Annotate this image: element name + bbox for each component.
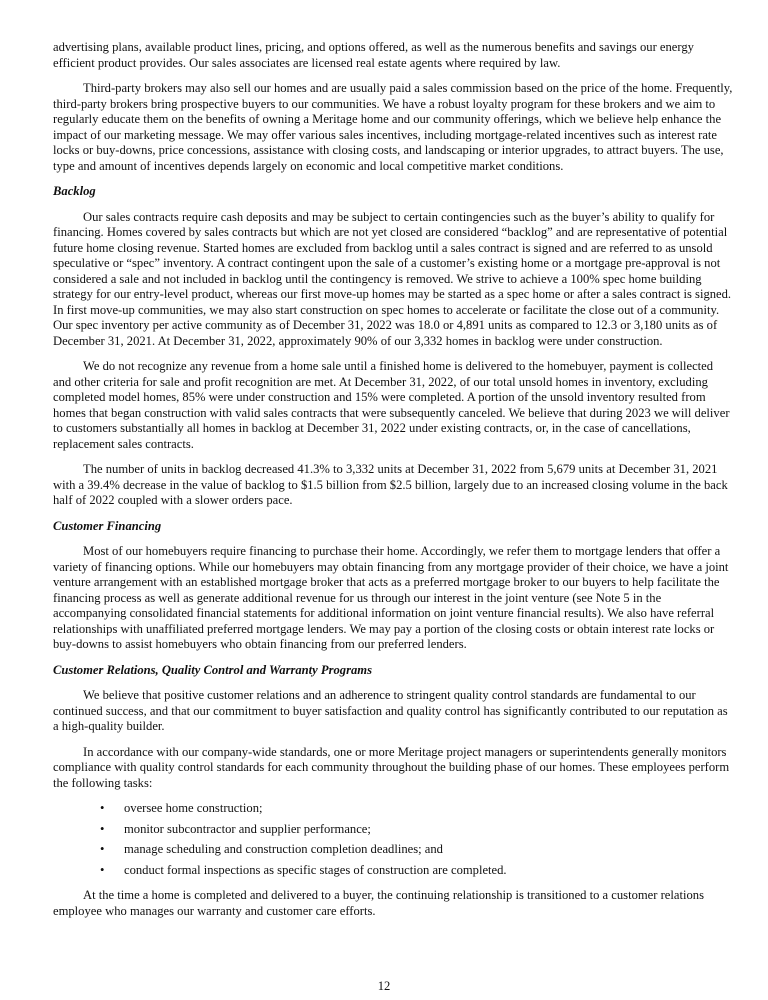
bullet-icon: • [100,801,105,815]
customer-financing-paragraph: Most of our homebuyers require financing to purchase their home. Accordingly, we refer them to mortgage lenders that offer a variety of financing options. While our homebuyers may obtain financing from any mortgage provider of their choice, we have a joint venture arrangement with an established mortgage broker that acts as a preferred mortgage broker to our buyers to help facilitate the financing process as well as generate additional revenue for us through our interest in the joint venture (see Note 5 in the accompanying consolidated financial statements for additional information on joint venture financial results). We also have referral relationships with unaffiliated preferred mortgage lenders. We may pay a portion of the closing costs or obtain interest rate locks or buy-downs to assist homebuyers who obtain financing from our preferred lenders. [53,544,729,651]
list-item-text: manage scheduling and construction completion deadlines; and [124,842,443,856]
list-item-text: oversee home construction; [124,801,263,815]
backlog-paragraph: The number of units in backlog decreased 41.3% to 3,332 units at December 31, 2022 from 5,679 units at December 31, 2021 with a 39.4% decrease in the value of backlog to $1.5 billion from $2.5 billion, largely due to an increased closing volume in the back half of 2022 coupled with a slower orders pace. [53,462,728,507]
customer-relations-paragraph: We believe that positive customer relations and an adherence to stringent quality control standards are fundamental to our continued success, and that our commitment to buyer satisfaction and quality control has significantly contributed to our reputation as a high-quality builder. [53,688,728,733]
list-item [53,863,733,879]
list-item [53,842,733,858]
list-item [53,801,733,817]
bullet-icon: • [100,821,105,836]
tasks-list [53,801,733,878]
page-number: 12 [377,979,391,993]
customer-relations-closing-paragraph: At the time a home is completed and delivered to a buyer, the continuing relationship is transitioned to a customer relations employee who manages our warranty and customer care efforts. [53,888,704,918]
intro-paragraph-continued: advertising plans, available product lines, pricing, and options offered, as well as the numerous benefits and savings our energy efficient product provides. Our sales associates are licensed real estate agents where required by law. [53,40,694,70]
backlog-paragraph: We do not recognize any revenue from a home sale until a finished home is delivered to the homebuyer, payment is collected and other criteria for sale and profit recognition are met. At December 31, 2022, of our total unsold homes in inventory, excluding completed model homes, 85% were under construction and 15% were completed. A portion of the unsold inventory resulted from homes that began construction with valid sales contracts that were subsequently canceled. We believe that during 2023 we will deliver to customers substantially all homes in backlog at December 31, 2022 under existing contracts, or, in the case of cancellations, replacement sales contracts. [53,359,730,451]
third-party-brokers-paragraph: Third-party brokers may also sell our homes and are usually paid a sales commission based on the price of the home. Frequently, third-party brokers bring prospective buyers to our communities. We have a robust loyalty program for these brokers and we aim to regularly educate them on the benefits of owning a Meritage home and our community offerings, which we believe help enhance the impact of our marketing message. We may offer various sales incentives, including mortgage-related incentives such as interest rate locks or buy-downs, price concessions, assistance with closing costs, and landscaping or interior upgrades, to attract buyers. The use, type and amount of incentives depends largely on economic and local competitive market conditions. [53,81,733,173]
list-item-text: monitor subcontractor and supplier performance; [124,821,371,836]
list-item [53,822,733,838]
customer-relations-section [53,663,733,920]
backlog-section [53,184,733,509]
backlog-paragraph: Our sales contracts require cash deposits and may be subject to certain contingencies such as the buyer’s ability to qualify for financing. Homes covered by sales contracts but which are not yet closed are considered “backlog” and are representative of potential future home closing revenue. Started homes are excluded from backlog until a sales contract is signed and are referred to as unsold speculative or “spec” inventory. A contract contingent upon the sale of a customer’s existing home or a mortgage pre-approval is not considered a sale and not included in backlog until the contingency is removed. We strive to achieve a 100% spec home building strategy for our entry-level product, whereas our first move-up homes may be started as a spec home or after a sales contract is signed. In first move-up communities, we may also start construction on spec homes to accelerate or facilitate the close out of a community. Our spec inventory per active community as of December 31, 2022 was 18.0 or 4,891 units as compared to 12.3 or 3,180 units as of December 31, 2021. At December 31, 2022, approximately 90% of our 3,332 homes in backlog were under construction. [53,209,732,348]
backlog-heading: Backlog [53,184,96,198]
bullet-icon: • [100,862,105,877]
customer-financing-section [53,519,733,653]
document-page [53,40,733,929]
list-item-text: conduct formal inspections as specific stages of construction are completed. [124,862,507,877]
customer-financing-heading: Customer Financing [53,518,162,533]
customer-relations-heading: Customer Relations, Quality Control and Warranty Programs [53,662,372,677]
customer-relations-paragraph: In accordance with our company-wide standards, one or more Meritage project managers or superintendents generally monitors compliance with quality control standards for each community throughout the building phase of our homes. These employees perform the following tasks: [53,744,730,790]
bullet-icon: • [100,842,105,856]
